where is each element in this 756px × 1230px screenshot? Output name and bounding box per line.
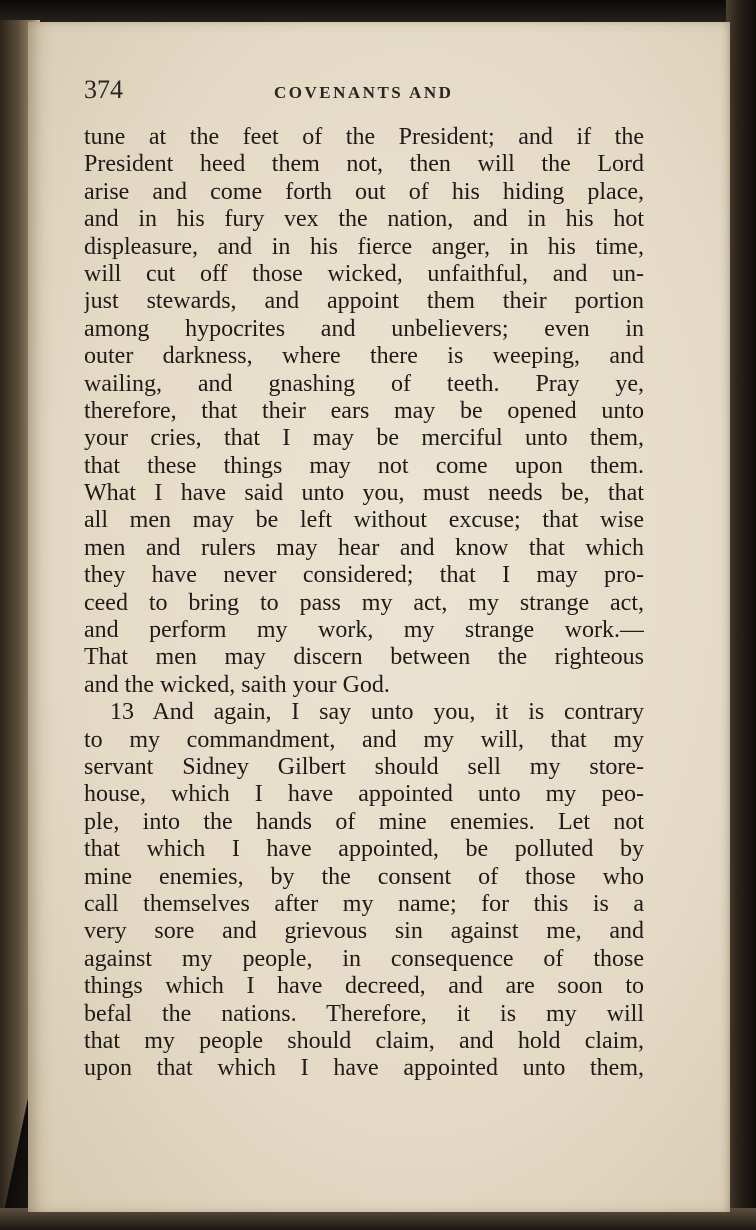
text-line: that which I have appointed, be polluted by [84,836,644,863]
book-right-edge [726,0,756,1230]
running-head: COVENANTS AND [274,83,454,102]
text-line: displeasure, and in his fierce anger, in his time, [84,233,644,260]
body-text [84,124,644,1083]
page-number: 374 [84,75,123,104]
text-line: wailing, and gnashing of teeth. Pray ye, [84,370,644,397]
text-line: arise and come forth out of his hiding place, [84,178,644,205]
text-line: and the wicked, saith your God. [84,671,390,698]
text-line: they have never considered; that I may pro- [84,562,644,589]
text-line: to my commandment, and my will, that my [84,726,644,753]
text-line: will cut off those wicked, unfaithful, and un- [84,260,644,287]
text-line: befal the nations. Therefore, it is my will [84,1000,644,1027]
text-line: ple, into the hands of mine enemies. Let not [84,808,644,835]
text-line: mine enemies, by the consent of those who [84,863,644,890]
text-line: ceed to bring to pass my act, my strange act, [84,589,644,616]
text-line: very sore and grievous sin against me, and [84,918,644,945]
text-line: tune at the feet of the President; and if the [84,124,644,150]
text-line: house, which I have appointed unto my peo- [84,781,644,808]
text-line: upon that which I have appointed unto them, [84,1055,644,1082]
text-line: against my people, in consequence of those [84,945,644,972]
text-line: things which I have decreed, and are soon to [84,973,644,1000]
verse-start-line: 13 And again, I say unto you, it is contrary [110,699,644,726]
text-line: outer darkness, where there is weeping, and [84,343,644,370]
text-line: that my people should claim, and hold claim, [84,1027,644,1054]
text-line: among hypocrites and unbelievers; even in [84,315,644,342]
text-line: servant Sidney Gilbert should sell my store- [84,753,644,780]
text-line: just stewards, and appoint them their portion [84,288,644,315]
text-line: and perform my work, my strange work.— [84,617,644,644]
text-line: all men may be left without excuse; that wise [84,507,644,534]
text-line: that these things may not come upon them. [84,452,644,479]
text-line: men and rulers may hear and know that which [84,534,644,561]
text-line: That men may discern between the righteous [84,644,644,671]
text-line: What I have said unto you, must needs be, that [84,480,644,507]
text-line: your cries, that I may be merciful unto them, [84,425,644,452]
text-line: therefore, that their ears may be opened unto [84,397,644,424]
text-line: call themselves after my name; for this is a [84,890,644,917]
text-line: and in his fury vex the nation, and in his hot [84,206,644,233]
page-header [84,75,644,115]
text-line: President heed them not, then will the Lord [84,151,644,178]
